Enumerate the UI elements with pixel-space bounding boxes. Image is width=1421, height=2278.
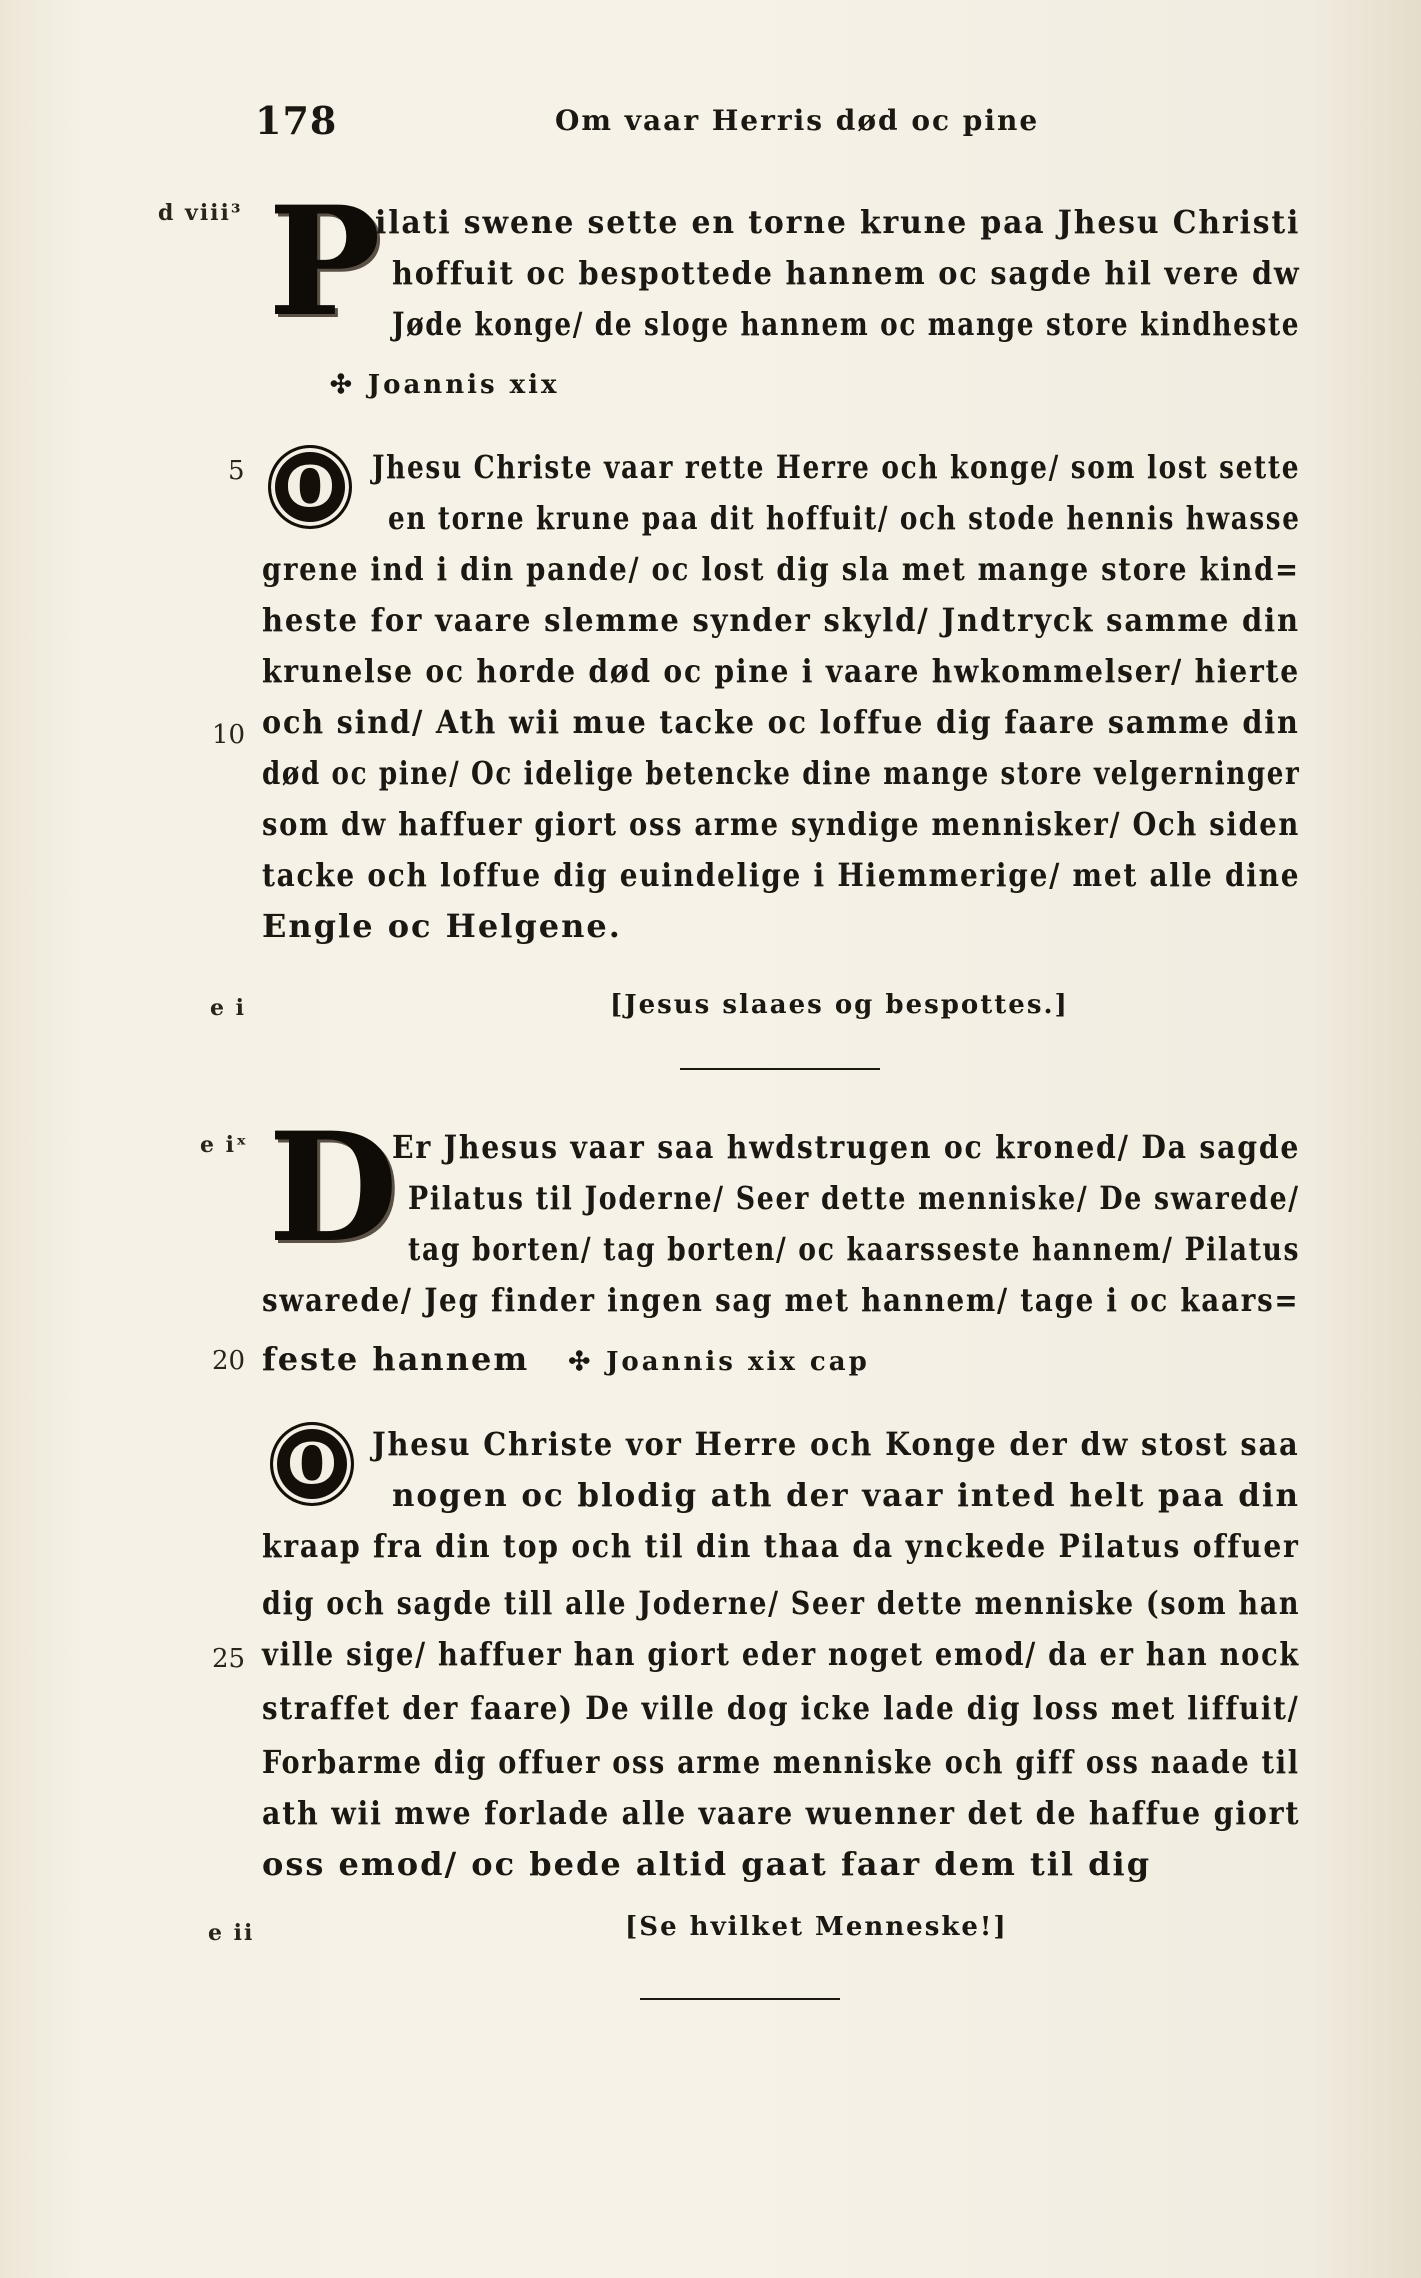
page-header xyxy=(255,98,1295,148)
text-line: Engle oc Helgene. xyxy=(262,907,622,945)
line-number: 20 xyxy=(212,1346,246,1376)
line-number: 10 xyxy=(212,720,246,750)
margin-note: d viii³ xyxy=(158,200,243,226)
text-line: en torne krune paa dit hoffuit/ och stode hennis hwasse xyxy=(388,499,1301,537)
text-line: dig och sagde till alle Joderne/ Seer dette menniske (som han xyxy=(262,1584,1301,1622)
text-line: kraap fra din top och til din thaa da ynckede Pilatus offuer xyxy=(262,1527,1300,1565)
text-line: ath wii mwe forlade alle vaare wuenner det de haffue giort xyxy=(262,1794,1301,1832)
text-line: heste for vaare slemme synder skyld/ Jndtryck samme din xyxy=(262,601,1300,639)
drop-cap: O xyxy=(268,445,352,529)
scripture-reference xyxy=(330,356,560,408)
text-line: krunelse oc horde død oc pine i vaare hwkommelser/ hierte xyxy=(262,652,1300,690)
text-line: Forbarme dig offuer oss arme menniske och giff oss naade til xyxy=(262,1743,1300,1781)
drop-cap: O xyxy=(270,1422,354,1506)
text-line: ville sige/ haffuer han giort eder noget emod/ da er han nock xyxy=(262,1635,1301,1673)
line-number: 25 xyxy=(212,1644,246,1674)
running-title: Om vaar Herris død oc pine xyxy=(555,104,1040,137)
text-line: tacke och loffue dig euindelige i Hiemmerige/ met alle dine xyxy=(262,856,1301,894)
text-line: oss emod/ oc bede altid gaat faar dem til dig xyxy=(262,1845,1152,1883)
fleuron-icon: ✣ xyxy=(568,1347,593,1377)
text-line: Jøde konge/ de sloge hannem oc mange store kindheste xyxy=(392,305,1301,343)
drop-cap: P xyxy=(268,174,381,350)
drop-cap: D xyxy=(268,1100,399,1276)
text-line: død oc pine/ Oc idelige betencke dine mange store velgerninger xyxy=(262,754,1301,792)
text-line: tag borten/ tag borten/ oc kaarsseste hannem/ Pilatus xyxy=(408,1230,1301,1268)
reference-text: Joannis xix cap xyxy=(606,1347,870,1377)
text-line: straffet der faare) De ville dog icke lade dig loss met liffuit/ xyxy=(262,1689,1300,1727)
illustration-caption: [Se hvilket Menneske!] xyxy=(625,1912,1008,1942)
reference-text: Joannis xix xyxy=(367,370,560,400)
line-number: 5 xyxy=(228,456,245,486)
text-line-part: feste hannem xyxy=(262,1340,530,1378)
text-line: nogen oc blodig ath der vaar inted helt paa din xyxy=(392,1476,1300,1514)
text-line: ilati swene sette en torne krune paa Jhesu Christi xyxy=(375,203,1301,241)
fleuron-icon: ✣ xyxy=(330,370,354,400)
text-line: hoffuit oc bespottede hannem oc sagde hil vere dw xyxy=(392,254,1301,292)
text-line: grene ind i din pande/ oc lost dig sla met mange store kind= xyxy=(262,550,1300,588)
margin-note: e i xyxy=(210,995,247,1021)
text-line: och sind/ Ath wii mue tacke oc loffue dig faare samme din xyxy=(262,703,1300,741)
divider xyxy=(640,1998,840,2000)
text-line: Pilatus til Joderne/ Seer dette menniske/ De swarede/ xyxy=(408,1179,1300,1217)
text-line: Er Jhesus vaar saa hwdstrugen oc kroned/ Da sagde xyxy=(392,1128,1301,1166)
margin-note: e iˣ xyxy=(200,1132,249,1158)
text-line: som dw haffuer giort oss arme syndige mennisker/ Och siden xyxy=(262,805,1301,843)
illustration-caption: [Jesus slaaes og bespottes.] xyxy=(610,990,1069,1020)
text-line: Jhesu Christe vor Herre och Konge der dw stost saa xyxy=(372,1425,1300,1463)
text-line xyxy=(262,1333,870,1385)
page-number: 178 xyxy=(255,98,338,143)
divider xyxy=(680,1068,880,1070)
margin-note: e ii xyxy=(208,1920,255,1946)
text-line: Jhesu Christe vaar rette Herre och konge/ som lost sette xyxy=(372,448,1301,486)
text-line: swarede/ Jeg finder ingen sag met hannem/ tage i oc kaars= xyxy=(262,1281,1300,1319)
